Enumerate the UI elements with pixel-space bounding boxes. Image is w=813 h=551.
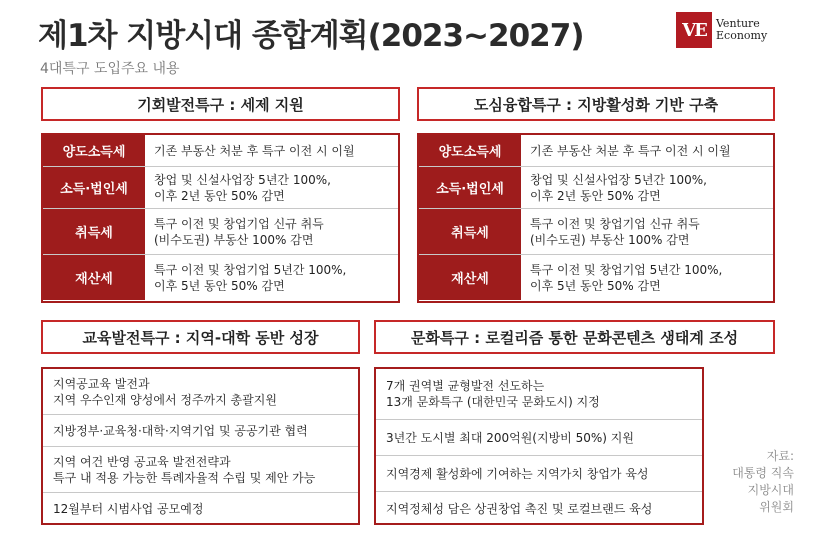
source-note: 자료: 대통령 직속 지방시대 위원회: [732, 449, 794, 514]
row-value: 특구 이전 및 창업기업 5년간 100%, 이후 5년 동안 50% 감면: [154, 262, 347, 293]
culture-zone-title: 문화특구 : 로컬리즘 통한 문화콘텐츠 생태계 조성: [374, 320, 775, 354]
opportunity-zone-title: 기회발전특구 : 세제 지원: [41, 87, 400, 121]
list-item: 지역경제 활성화에 기여하는 지역가치 창업가 육성: [376, 456, 702, 492]
table-row: [43, 255, 398, 300]
row-value: 기존 부동산 처분 후 특구 이전 시 이월: [154, 143, 355, 158]
row-label: 소득·법인세: [419, 167, 522, 208]
row-value: 특구 이전 및 창업기업 신규 취득 (비수도권) 부동산 100% 감면: [154, 216, 324, 247]
opportunity-zone-table: [41, 133, 400, 303]
row-label: 양도소득세: [43, 135, 146, 166]
logo-wordmark: Venture Economy: [716, 17, 768, 42]
list-item: 3년간 도시별 최대 200억원(지방비 50%) 지원: [376, 420, 702, 456]
row-value: 기존 부동산 처분 후 특구 이전 시 이월: [530, 143, 731, 158]
page-subtitle: 4대특구 도입주요 내용: [40, 61, 180, 77]
row-label: 취득세: [43, 209, 146, 254]
table-row: [419, 209, 773, 255]
table-row: [419, 255, 773, 300]
row-label: 재산세: [419, 255, 522, 300]
row-value: 창업 및 신설사업장 5년간 100%, 이후 2년 동안 50% 감면: [530, 172, 707, 203]
row-value: 특구 이전 및 창업기업 5년간 100%, 이후 5년 동안 50% 감면: [530, 262, 723, 293]
urban-zone-table: [417, 133, 775, 303]
venture-economy-logo: [676, 12, 767, 48]
page-title: 제1차 지방시대 종합계획(2023~2027): [38, 18, 584, 54]
urban-zone-title: 도심융합특구 : 지방활성화 기반 구축: [417, 87, 775, 121]
row-label: 소득·법인세: [43, 167, 146, 208]
table-row: [419, 135, 773, 167]
row-label: 취득세: [419, 209, 522, 254]
row-label: 양도소득세: [419, 135, 522, 166]
list-item: 지방정부·교육청·대학·지역기업 및 공공기관 협력: [43, 415, 358, 447]
table-row: [43, 209, 398, 255]
education-zone-title: 교육발전특구 : 지역-대학 동반 성장: [41, 320, 360, 354]
culture-zone-list: [374, 367, 704, 525]
row-value: 특구 이전 및 창업기업 신규 취득 (비수도권) 부동산 100% 감면: [530, 216, 700, 247]
table-row: [43, 167, 398, 209]
list-item: 지역정체성 담은 상권창업 촉진 및 로컬브랜드 육성: [386, 502, 653, 516]
table-row: [43, 135, 398, 167]
list-item: 지역공교육 발전과 지역 우수인재 양성에서 정주까지 총괄지원: [43, 369, 358, 415]
table-row: [419, 167, 773, 209]
ve-logo-icon: VE: [676, 12, 712, 48]
education-zone-list: [41, 367, 360, 525]
list-item: 7개 권역별 균형발전 선도하는 13개 문화특구 (대한민국 문화도시) 지정: [376, 369, 702, 420]
row-value: 창업 및 신설사업장 5년간 100%, 이후 2년 동안 50% 감면: [154, 172, 331, 203]
row-label: 재산세: [43, 255, 146, 300]
list-item: 지역 여건 반영 공교육 발전전략과 특구 내 적용 가능한 특례자율적 수립 및 제안 가능: [43, 447, 358, 493]
list-item: 12월부터 시범사업 공모예정: [53, 501, 204, 516]
